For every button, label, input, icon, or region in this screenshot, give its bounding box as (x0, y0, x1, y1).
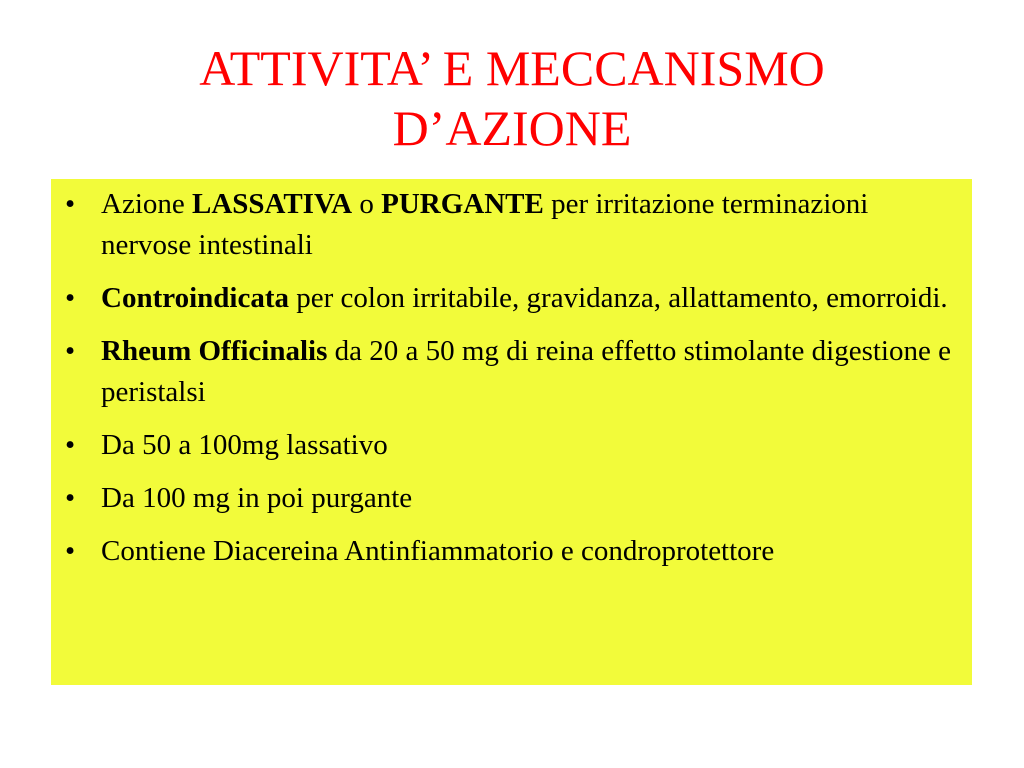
slide-title-line-2: D’AZIONE (392, 100, 632, 156)
bullet-text: Da 100 mg in poi purgante (101, 482, 413, 514)
bullet-item-diacereina (51, 531, 972, 572)
bullet-dot: • (65, 282, 76, 314)
bullet-bold-controindicata: Controindicata (101, 282, 289, 314)
content-box (51, 179, 972, 685)
bullet-item-lassativa (51, 184, 972, 266)
bullet-text: per irritazione terminazioni nervose intestinali (101, 188, 869, 261)
slide-title (0, 38, 1024, 158)
bullet-dot: • (65, 482, 76, 514)
bullet-item-rheum (51, 331, 972, 413)
bullet-dot: • (65, 335, 76, 367)
bullet-item-purgante-dose (51, 478, 972, 519)
bullet-text: o (352, 188, 382, 220)
bullet-item-controindicata (51, 278, 972, 319)
bullet-text: Da 50 a 100mg lassativo (101, 429, 388, 461)
bullet-dot: • (65, 535, 76, 567)
slide-title-line-1: ATTIVITA’ E MECCANISMO (199, 40, 825, 96)
bullet-item-lassativo-dose (51, 425, 972, 466)
bullet-bold-lassativa: LASSATIVA (192, 188, 353, 220)
bullet-text: Azione (101, 188, 192, 220)
bullet-text: Contiene Diacereina Antinfiammatorio e condroprotettore (101, 535, 775, 567)
bullet-bold-rheum: Rheum Officinalis (101, 335, 328, 367)
bullet-bold-purgante: PURGANTE (381, 188, 544, 220)
bullet-list (51, 184, 972, 584)
bullet-text: per colon irritabile, gravidanza, allattamento, emorroidi. (288, 282, 948, 314)
bullet-dot: • (65, 429, 76, 461)
bullet-text: da 20 a 50 mg di reina effetto stimolante digestione e peristalsi (101, 335, 951, 408)
bullet-dot: • (65, 188, 76, 220)
